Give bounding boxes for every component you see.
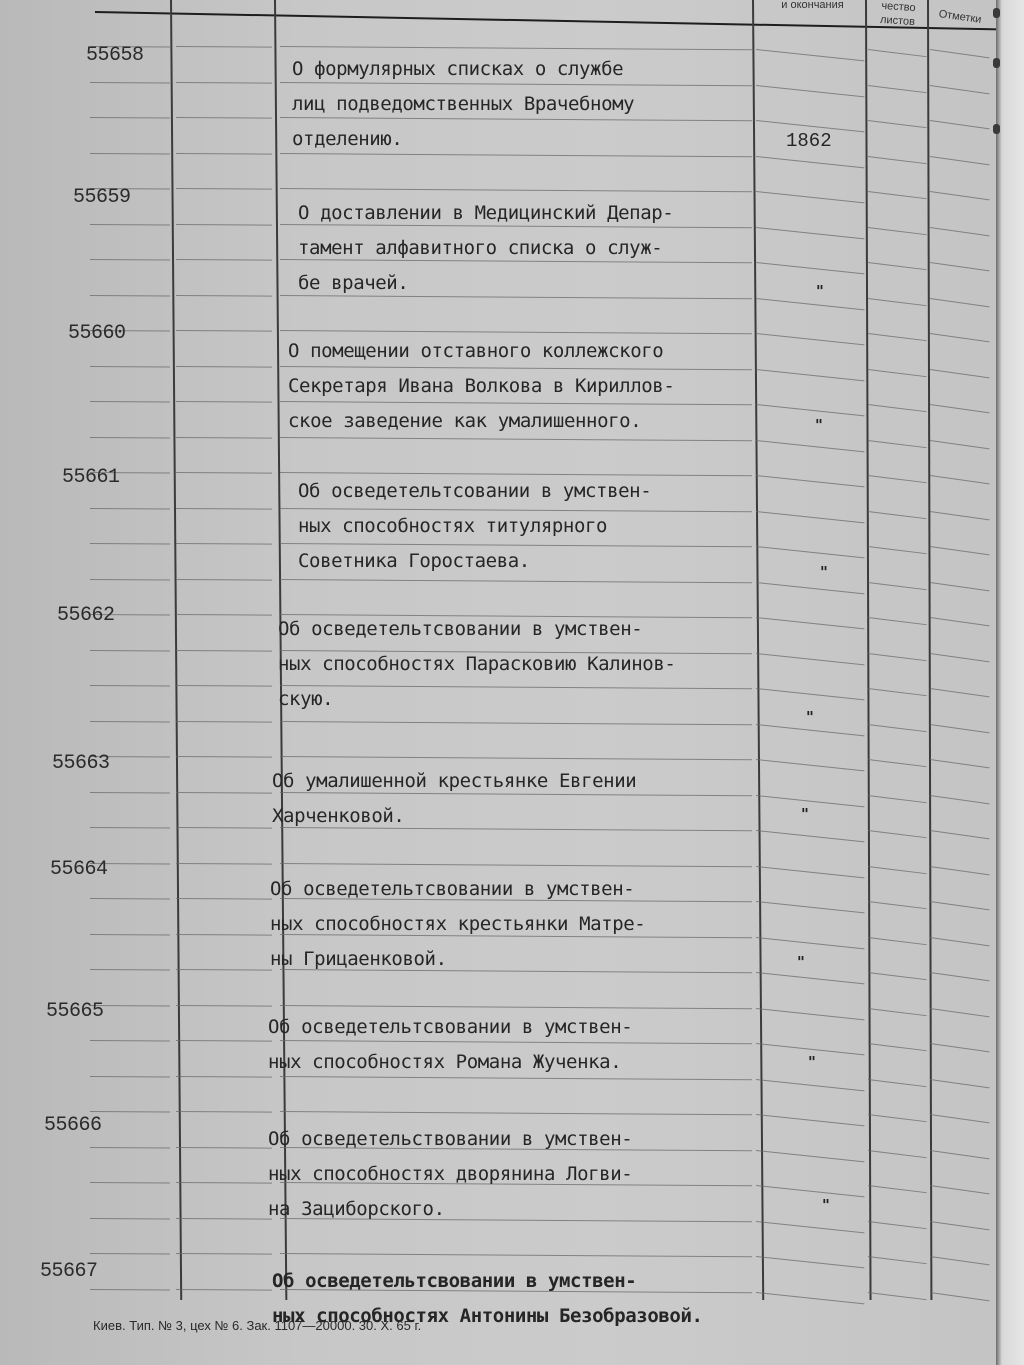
case-number: 55667 [40,1260,98,1283]
ruled-line [930,511,990,520]
ruled-line [176,543,272,545]
ruled-line [868,85,927,93]
ruled-line [868,227,927,235]
ruled-line [90,579,170,581]
ruled-line [756,688,865,700]
ruled-line [868,759,927,767]
ruled-line [868,653,927,661]
ruled-line [930,227,990,236]
case-title: Об осведетельтсвовании в умствен- ных способностях Романа Жученка. [268,1016,633,1073]
ruled-line [930,1150,990,1159]
ruled-line [176,685,272,687]
header-end-date: и окончания [781,0,844,11]
case-number: 55658 [86,44,144,67]
ruled-line [176,898,272,900]
ruled-line [90,117,170,119]
ruled-line [756,49,865,61]
ruled-line [90,259,170,261]
ruled-line [90,153,170,155]
ruled-line [930,262,990,271]
ruled-line [756,191,865,203]
case-number: 55661 [62,466,120,489]
ditto-mark: " [801,805,809,823]
ruled-line [176,1111,272,1113]
ruled-line [930,475,990,484]
ruled-line [868,795,927,803]
ruled-line [176,614,272,616]
ruled-line [90,437,170,439]
ruled-line [930,85,990,94]
ruled-line [280,1253,752,1257]
ruled-line [930,156,990,165]
case-title: Об осведетельтсвовании в умствен- ных способностях Антонины Безобразовой. [272,1270,703,1327]
ruled-line [756,1292,865,1304]
ruled-line [176,721,272,723]
ruled-line [868,1256,927,1264]
ruled-line [756,85,865,97]
ruled-line [868,156,927,164]
ruled-line [930,546,990,555]
staple [993,58,1000,68]
ruled-line [90,224,170,226]
ditto-mark: " [797,953,805,971]
staple [993,124,1000,134]
ruled-line [930,582,990,591]
ruled-line [176,1040,272,1042]
ruled-line [90,1111,170,1113]
ditto-mark: " [820,563,828,581]
ruled-line [756,1008,865,1020]
ruled-line [280,1111,752,1115]
ruled-line [930,653,990,662]
ruled-line [176,934,272,936]
ruled-line [90,1218,170,1220]
ruled-line [868,440,927,448]
ruled-line [930,795,990,804]
ruled-line [868,475,927,483]
ruled-line [756,511,865,523]
case-title: О доставлении в Медицинский Депар- тамент алфавитного списка о служ- бе врачей. [298,202,674,294]
ruled-line [756,262,865,274]
ruled-line [930,1008,990,1017]
ruled-line [868,937,927,945]
ruled-line [930,901,990,910]
ruled-line [176,46,272,48]
ruled-line [176,579,272,581]
ruled-line [90,721,170,723]
ruled-line [756,617,865,629]
staple [993,8,1000,18]
ruled-line [176,224,272,226]
ruled-line [756,156,865,168]
ditto-mark: " [815,416,823,434]
ruled-line [868,866,927,874]
ruled-line [868,582,927,590]
ruled-line [90,792,170,794]
ruled-line [176,117,272,119]
case-number: 55662 [57,604,115,627]
ruled-line [756,227,865,239]
case-number: 55665 [46,1000,104,1023]
ruled-line [90,543,170,545]
ruled-line [90,898,170,900]
header-sheet-count: чество листов [879,0,916,29]
ruled-line [90,1182,170,1184]
ruled-line [280,1005,752,1009]
ruled-line [756,653,865,665]
ruled-line [868,369,927,377]
ruled-line [930,1221,990,1230]
ruled-line [176,153,272,155]
ruled-line [868,1292,927,1300]
ruled-line [868,1008,927,1016]
ruled-line [176,1218,272,1220]
ruled-line [930,404,990,413]
ruled-line [176,259,272,261]
ruled-line [90,685,170,687]
ruled-line [176,188,272,190]
ruled-line [868,1221,927,1229]
ruled-line [930,830,990,839]
ruled-line [868,1114,927,1122]
ruled-line [868,191,927,199]
ruled-line [176,82,272,84]
ruled-line [176,401,272,403]
ruled-line [868,901,927,909]
ruled-line [868,617,927,625]
column-divider [752,0,764,1300]
binding-edge [996,0,1024,1365]
ruled-line [868,1079,927,1087]
case-title: Об умалишенной крестьянке Евгении Харченковой. [272,770,637,827]
ruled-line [176,1182,272,1184]
ruled-line [756,475,865,487]
ruled-line [930,1079,990,1088]
ruled-line [930,333,990,342]
ruled-line [90,401,170,403]
ruled-line [176,295,272,297]
ditto-mark: " [806,708,814,726]
ruled-line [868,724,927,732]
ruled-line [756,333,865,345]
ruled-line [930,972,990,981]
ruled-line [176,827,272,829]
ruled-line [868,1150,927,1158]
case-number: 55664 [50,858,108,881]
ruled-line [176,1289,272,1291]
printer-imprint: Киев. Тип. № 3, цех № 6. Зак. 1107—20000. 30. X. 65 г. [93,1318,422,1333]
ruled-line [756,1079,865,1091]
ruled-line [756,404,865,416]
ruled-line [756,582,865,594]
ruled-line [930,440,990,449]
case-title: Об осведетельствовании в умствен- ных способностях дворянина Логви- на Зациборского. [268,1128,633,1220]
ruled-line [756,1221,865,1233]
ruled-line [176,1076,272,1078]
case-title: Об осведетельтсвовании в умствен- ных способностях Парасковию Калинов- скую. [278,618,676,710]
ruled-line [90,366,170,368]
end-date: 1862 [786,130,832,152]
ruled-line [930,617,990,626]
ruled-line [930,1043,990,1052]
ruled-line [90,650,170,652]
ditto-mark: " [808,1053,816,1071]
ruled-line [868,688,927,696]
ruled-line [90,1040,170,1042]
ruled-line [280,188,752,192]
ruled-line [868,1043,927,1051]
ditto-mark: " [822,1196,830,1214]
ruled-line [868,262,927,270]
ruled-line [176,756,272,758]
ruled-line [756,866,865,878]
ruled-line [930,937,990,946]
ruled-line [930,1292,990,1301]
ruled-line [930,1185,990,1194]
ruled-line [90,508,170,510]
ruled-line [868,1185,927,1193]
ruled-line [176,792,272,794]
ruled-line [176,1253,272,1255]
ruled-line [176,969,272,971]
ruled-line [930,759,990,768]
ruled-line [756,830,865,842]
case-title: О помещении отставного коллежского Секретаря Ивана Волкова в Кириллов- ское заведение как умалишенного. [288,340,675,432]
ruled-line [176,508,272,510]
ruled-line [90,969,170,971]
ruled-line [176,863,272,865]
ruled-line [756,440,865,452]
column-divider [865,0,871,1300]
ruled-line [868,49,927,57]
ruled-line [90,1289,170,1291]
ruled-line [868,298,927,306]
ruled-line [176,366,272,368]
ruled-line [930,724,990,733]
ruled-line [868,333,927,341]
ruled-line [868,830,927,838]
ruled-line [176,472,272,474]
case-title: О формулярных списках о службе лиц подведомственных Врачебному отделению. [292,58,635,150]
ruled-line [90,1076,170,1078]
case-number: 55666 [44,1114,102,1137]
ruled-line [176,1147,272,1149]
ruled-line [930,191,990,200]
ruled-line [930,688,990,697]
ruled-line [756,795,865,807]
ruled-line [756,1114,865,1126]
ruled-line [756,901,865,913]
ruled-line [868,120,927,128]
ruled-line [280,721,752,725]
ruled-line [280,756,752,760]
ruled-line [868,511,927,519]
case-number: 55660 [68,322,126,345]
ruled-line [90,295,170,297]
ruled-line [756,1150,865,1162]
ruled-line [280,46,752,50]
ruled-line [90,827,170,829]
ruled-line [756,369,865,381]
ruled-line [90,934,170,936]
case-title: Об осведетельтсвовании в умствен- ных способностях крестьянки Матре- ны Грицаенковой. [270,878,646,970]
header-remarks: Отметки [937,8,983,26]
case-number: 55659 [73,186,131,209]
ditto-mark: " [816,282,824,300]
ruled-line [930,298,990,307]
ruled-line [930,49,990,58]
ruled-line [756,1256,865,1268]
ruled-line [280,863,752,867]
ruled-line [868,546,927,554]
ruled-line [756,972,865,984]
ruled-line [930,866,990,875]
ruled-line [868,404,927,412]
ruled-line [930,1256,990,1265]
ruled-line [756,937,865,949]
ruled-line [930,1114,990,1123]
ruled-line [756,759,865,771]
ruled-line [90,1253,170,1255]
ruled-line [176,437,272,439]
ruled-line [90,82,170,84]
column-divider [927,0,932,1300]
case-title: Об осведетельтсовании в умствен- ных способностях титулярного Советника Горостаева. [298,480,652,572]
case-number: 55663 [52,752,110,775]
ruled-line [176,650,272,652]
ruled-line [176,1005,272,1007]
ruled-line [756,546,865,558]
ruled-line [930,120,990,129]
ruled-line [930,369,990,378]
ruled-line [868,972,927,980]
ruled-line [176,330,272,332]
ruled-line [90,1147,170,1149]
ruled-line [756,298,865,310]
ruled-line [756,1185,865,1197]
ruled-line [280,579,752,583]
